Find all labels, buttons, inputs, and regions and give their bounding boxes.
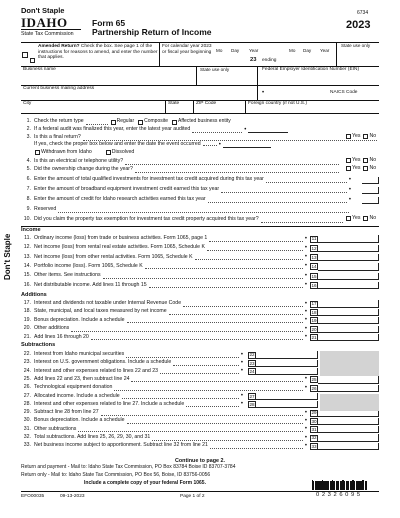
question-9: 9. Reserved (21, 206, 351, 214)
idaho-logo (21, 17, 81, 37)
q3-yes-no: Yes No (345, 134, 376, 140)
question-7: 7. Enter the amount of broadband equipment investment credit earned this tax year • (26, 186, 351, 193)
dissolved-checkbox[interactable] (106, 150, 111, 155)
amended-text (38, 44, 158, 61)
question-4: 4. Is this an electrical or telephone utility? (21, 158, 341, 166)
line-amount-field[interactable] (318, 309, 379, 316)
q10-no-checkbox[interactable] (363, 216, 368, 221)
q10-yes-no: Yes No (345, 216, 376, 222)
line-amount-field[interactable] (318, 434, 379, 441)
line-income-3: 14. Portfolio income (loss). Form 1065, Schedule K • (23, 262, 307, 270)
line-number-box: 23 (249, 360, 255, 366)
shaded-area-1 (320, 351, 379, 376)
question-2: 2. If a federal audit was finalized this year, enter the latest year audited • (21, 126, 379, 134)
line-number-box: 31 (311, 427, 317, 433)
line-sub-a-2: 24. Interest and other expenses related to lines 22 and 23 • (23, 367, 243, 375)
line-income-1: 12. Net income (loss) from rental real estate activities. Form 1065, Schedule K • (23, 244, 307, 251)
form-title: Partnership Return of Income (92, 27, 212, 37)
q5-yes-checkbox[interactable] (346, 166, 351, 171)
line-additions-3: 20. Other additions • (23, 325, 307, 332)
logo-subtitle: State Tax Commission (21, 29, 81, 37)
line-additions-1: 18. State, municipal, and local taxes measured by net income • (23, 308, 307, 315)
withdrawn-checkbox[interactable] (35, 150, 40, 155)
line-income-2: 13. Net income (loss) from other rental activities. Form 1065, Schedule K • (23, 253, 307, 261)
dont-staple-side: Don't Staple (3, 233, 12, 280)
line-additions-0: 17. Interest and dividends not taxable under Internal Revenue Code • (23, 300, 307, 307)
line-number-box: 26 (311, 385, 317, 391)
line-number-box: 30 (311, 418, 317, 424)
line-income-5: 16. Net distributable income. Add lines 11 through 15 • (23, 281, 307, 289)
q4-yes-no: Yes No (345, 158, 376, 164)
line-amount-field[interactable] (318, 235, 379, 242)
line-number-box: 25 (311, 377, 317, 383)
line-amount-field[interactable] (318, 273, 379, 280)
period-end-mo: Mo (289, 48, 296, 53)
line-sub-b-0: 25. Add lines 22 and 23, then subtract line 24 • (23, 375, 307, 383)
line-number-box: 18 (311, 309, 317, 315)
form-code: 6734 (357, 10, 369, 16)
fein-label: Federal Employer Identification Number (EIN) (262, 67, 360, 72)
state-use-only-top: State use only (341, 43, 371, 48)
line-amount-field[interactable] (318, 443, 379, 450)
line-number-box: 16 (311, 282, 317, 288)
line-amount-field[interactable] (256, 360, 318, 367)
q6-amount[interactable] (362, 177, 379, 184)
period-end-year: Year (320, 48, 330, 53)
line-amount-field[interactable] (318, 245, 379, 252)
city-label: City (23, 101, 32, 106)
line-number-box: 14 (311, 264, 317, 270)
logo-word: IDAHO (21, 15, 68, 30)
q5-no-checkbox[interactable] (363, 166, 368, 171)
q3-yes-checkbox[interactable] (346, 134, 351, 139)
line-additions-2: 19. Bonus depreciation. Include a schedule • (23, 316, 307, 324)
period-end-day: Day (303, 48, 312, 53)
state-label: State (168, 101, 180, 106)
question-8: 8. Enter the amount of credit for Idaho research activities earned this tax year • (26, 196, 351, 203)
line-sub-b-1: 26. Technological equipment donation • (23, 384, 307, 391)
period-begin-day: Day (231, 48, 240, 53)
line-amount-field[interactable] (318, 317, 379, 324)
barcode-bar (366, 481, 367, 490)
question-3-sub: If yes, check the proper box below and enter the date the event occurred • (34, 142, 271, 149)
include-note: Include a complete copy of your federal Form 1065. (84, 480, 206, 486)
amended-title: Amended Return? (38, 44, 80, 49)
zip-label: ZIP Code (196, 101, 217, 106)
affected-checkbox[interactable] (172, 120, 177, 125)
tax-year: 2023 (346, 19, 371, 31)
line-amount-field[interactable] (318, 334, 379, 341)
question-5: 5. Did the ownership change during the year? (21, 166, 341, 174)
continue-note: Continue to page 2. (174, 458, 225, 464)
line-sub-c-0: 27. Allocated income. Include a schedule • (23, 392, 243, 400)
page-number: Page 1 of 2 (180, 494, 205, 499)
line-number-box: 32 (311, 435, 317, 441)
final-return-options: Withdrawn from Idaho Dissolved (34, 150, 134, 156)
dont-staple-top: Don't Staple (21, 6, 65, 15)
q3-no-checkbox[interactable] (363, 134, 368, 139)
question-10: 10. Did you claim the property tax exemption for investment tax credit property acquired this tax year? (21, 216, 345, 224)
line-number-box: 20 (311, 326, 317, 332)
line-amount-field[interactable] (318, 418, 379, 425)
line-number-box: 22 (249, 352, 255, 358)
line-sub-d-1: 30. Bonus depreciation. Include a schedule • (23, 417, 307, 424)
payment-mail: Return and payment - Mail to: Idaho State Tax Commission, PO Box 83784 Boise ID 83707-3784 (21, 464, 236, 470)
line-sub-d-0: 29. Subtract line 28 from line 27 • (23, 409, 307, 416)
line-amount-field[interactable] (256, 401, 318, 408)
period-begin-year: Year (249, 48, 259, 53)
line-additions-4: 21. Add lines 16 through 20 • (23, 333, 307, 341)
line-number-box: 13 (311, 254, 317, 260)
form-number: Form 65 (92, 18, 126, 28)
line-number-box: 27 (249, 393, 255, 399)
line-number-box: 21 (311, 334, 317, 340)
barcode (312, 480, 367, 490)
subtractions-heading: Subtractions (21, 342, 56, 348)
line-sub-a-0: 22. Interest from Idaho municipal securities • (23, 351, 243, 358)
final-return-date-input[interactable] (223, 142, 271, 148)
line-sub-d-2: 31. Other subtractions • (23, 425, 307, 433)
line-amount-field[interactable] (318, 426, 379, 433)
line-amount-field[interactable] (318, 300, 379, 307)
business-name-label: Business name (23, 67, 56, 72)
period-year-value[interactable]: 23 (250, 57, 257, 63)
form-id: EFO00035 (21, 494, 45, 499)
line-number-box: 33 (311, 443, 317, 449)
line-number-box: 29 (311, 410, 317, 416)
amended-reason-box[interactable] (30, 58, 35, 63)
line-number-box: 19 (311, 318, 317, 324)
q8-amount[interactable] (362, 197, 379, 204)
naics-bullet: • (262, 90, 265, 96)
line-amount-field[interactable] (318, 326, 379, 333)
line-number-box: 12 (311, 245, 317, 251)
q10-yes-checkbox[interactable] (346, 216, 351, 221)
line-sub-c-1: 28. Interest and other expenses related to line 27. Include a schedule • (23, 400, 243, 408)
line-amount-field[interactable] (318, 263, 379, 270)
line-sub-d-3: 32. Total subtractions. Add lines 25, 26, 29, 30, and 31 • (23, 434, 307, 441)
line-number-box: 24 (249, 368, 255, 374)
line-amount-field[interactable] (256, 351, 318, 358)
line-sub-a-1: 23. Interest on U.S. government obligations. Include a schedule • (23, 359, 243, 366)
income-heading: Income (21, 227, 41, 233)
q5-yes-no: Yes No (345, 166, 376, 172)
q4-no-checkbox[interactable] (363, 158, 368, 163)
line-income-0: 11. Ordinary income (loss) from trade or business activities. Form 1065, page 1 • (24, 235, 307, 242)
q7-amount[interactable] (362, 187, 379, 194)
period-label: For calendar year 2023 or fiscal year beginning (162, 44, 212, 55)
period-ending: ending (262, 58, 277, 63)
audit-year-input[interactable] (248, 127, 288, 133)
line-number-box: 11 (311, 236, 317, 242)
composite-checkbox[interactable] (138, 120, 143, 125)
line-amount-field[interactable] (318, 385, 379, 392)
mailing-address-label: Current business mailing address (23, 86, 95, 91)
question-3: 3. Is this a final return? (21, 134, 379, 142)
line-sub-d-4: 33. Net business income subject to apportionment. Subtract line 32 from line 21 • (23, 442, 307, 449)
amended-instructions: Check the box. See page 1 of the instructions for reasons to amend, and enter the number that applies. (38, 44, 158, 61)
barcode-number: 0 2 3 2 6 0 9 5 (316, 492, 361, 498)
line-amount-field[interactable] (256, 393, 318, 400)
question-1: 1. Check the return type Regular Composite Affected business entity (26, 118, 231, 125)
line-number-box: 15 (311, 273, 317, 279)
regular-checkbox[interactable] (111, 120, 116, 125)
line-amount-field[interactable] (256, 368, 318, 375)
line-amount-field[interactable] (318, 376, 379, 383)
line-number-box: 28 (249, 402, 255, 408)
line-amount-field[interactable] (318, 282, 379, 289)
additions-heading: Additions (21, 292, 47, 298)
state-use-only-label: State use only (200, 67, 230, 72)
line-income-4: 15. Other items. See instructions • (23, 272, 307, 279)
revision-date: 09-13-2023 (60, 494, 85, 499)
line-number-box: 17 (311, 301, 317, 307)
foreign-country-label: Foreign country (if not U.S.) (248, 101, 307, 106)
naics-label: NAICS Code (330, 90, 358, 95)
line-amount-field[interactable] (318, 254, 379, 261)
shaded-area-2 (320, 394, 379, 411)
question-6: 6. Enter the amount of total qualified investments for investment tax credit acquired during this tax year • (26, 176, 351, 183)
return-only-mail: Return only - Mail to: Idaho State Tax Commission, PO Box 56, Boise, ID 83756-0056 (21, 472, 211, 478)
amended-checkbox[interactable] (22, 52, 28, 58)
q4-yes-checkbox[interactable] (346, 158, 351, 163)
period-begin-mo: Mo (216, 48, 223, 53)
